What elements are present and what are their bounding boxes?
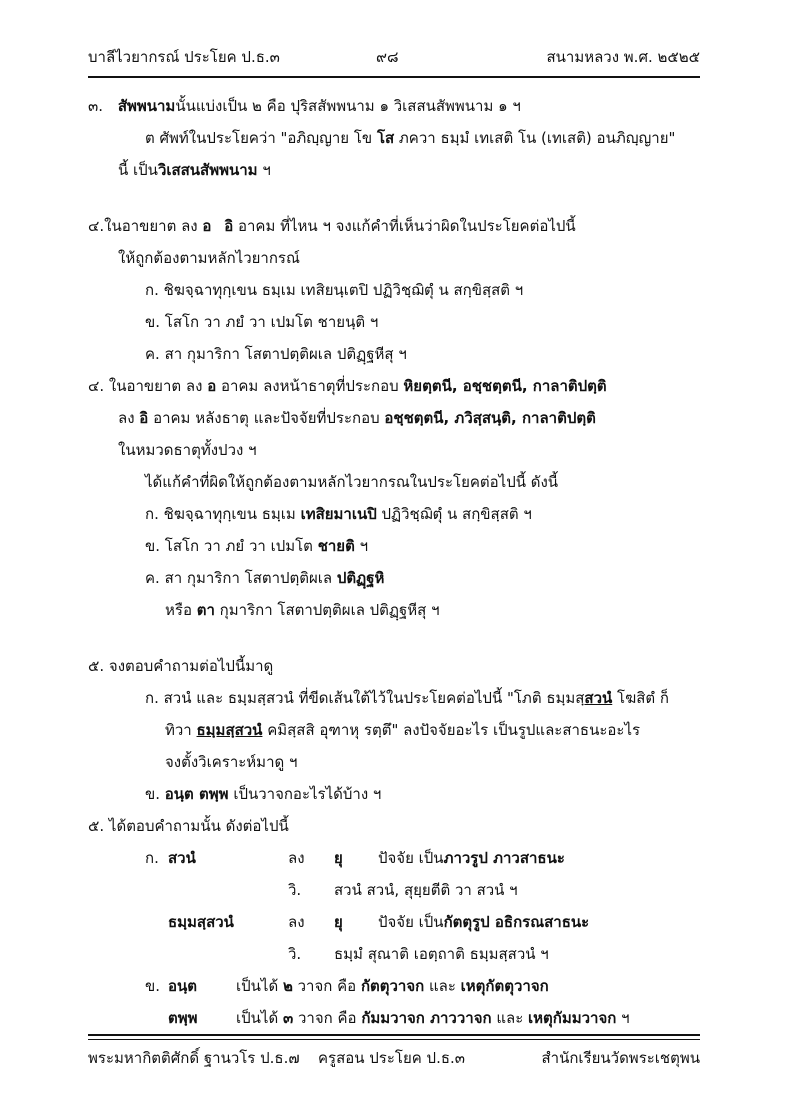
s3-text: นั้นแบ่งเป็น ๒ คือ ปุริสสัพพนาม ๑ วิเสสนสัพพนาม ๑ ฯ — [175, 97, 521, 115]
a5-r3-word: ธมฺมสฺสวนํ — [168, 913, 234, 931]
a5-r1-key: ก. — [145, 849, 159, 867]
footer-rule-bottom — [88, 1039, 700, 1040]
a4-l1-a: ในอาขยาต ลง — [108, 377, 208, 395]
a4-l2-d: อชฺชตฺตนี, ภวิสฺสนฺติ, กาลาติปตฺติ — [384, 409, 596, 427]
a5-r6-desc — [236, 1006, 630, 1030]
a4-line-2 — [118, 406, 596, 430]
a4-l1-d: หิยตฺตนี, อชฺชตฺตนี, กาลาติปตฺติ — [403, 377, 607, 395]
a4-l2-b: อิ — [139, 409, 149, 427]
a5-r5-b: วาจก คือ — [292, 977, 361, 995]
a4-kho2-b: ปติฏฺฐหิ — [336, 569, 385, 587]
s3-quote-c: ภควา ธมฺมํ เทเสติ โน (เทเสติ) อนภิญฺญาย" — [394, 129, 676, 147]
q4-l1-c: อาคม ที่ไหน ฯ จงแก้คำที่เห็นว่าผิดในประโยคต่อไปนี้ — [233, 217, 576, 235]
q4-item-ka: ก. ชิฆจฺฉาทุกฺเขน ธมฺเม เทสิยนฺเตปิ ปฏิวิชฺฌิตุํ น สกฺขิสฺสติ ฯ — [145, 281, 524, 299]
q4-line-2: ให้ถูกต้องตามหลักไวยากรณ์ — [118, 249, 300, 267]
q5-ka1-underlined: สวนํ — [584, 689, 613, 707]
s3-l3-a: นี้ เป็น — [118, 161, 158, 179]
s3-number: ๓. — [88, 97, 104, 115]
page-header — [88, 42, 700, 72]
a5-r2-text: สวนํ สวนํ, สุยฺยตีติ วา สวนํ ฯ — [334, 881, 518, 899]
q5-ka2-a: ทิวา — [165, 721, 197, 739]
s3-l3-bold: วิเสสนสัพพนาม — [157, 161, 258, 179]
a4-item-kho — [145, 534, 368, 558]
a5-r4-vi: วิ. — [288, 945, 302, 963]
a5-r5-key: ข. — [145, 977, 161, 995]
q5-l1-a: จงตอบคำถามต่อไปนี้มาดู — [108, 657, 274, 675]
s3-quote-bold: โส — [376, 129, 395, 147]
a4-kho-b: ชายติ — [317, 537, 355, 555]
q4-l1-a: ในอาขยาต ลง — [104, 217, 203, 235]
a5-r1-desc-b: ภาวรูป ภาวสาธนะ — [443, 849, 565, 867]
a5-line-1 — [88, 814, 289, 838]
a4-kho-c: ฯ — [354, 537, 369, 555]
a5-r5-a: เป็นได้ — [236, 977, 283, 995]
a4-l2-a: ลง — [118, 409, 140, 427]
a4-kho2-a: ค. สา กุมาริกา โสตาปตฺติผเล — [145, 569, 337, 587]
a4-ka-c: ปฏิวิชฺฌิตุํ น สกฺขิสฺสติ ฯ — [376, 505, 532, 523]
q5-item-kho — [145, 782, 381, 806]
q5-item-ka-2 — [165, 718, 640, 742]
a5-r1-word: สวนํ — [168, 849, 196, 867]
q4-line-1 — [88, 214, 576, 238]
a5-r3-desc — [378, 910, 589, 934]
q4-item-kho: ข. โสโก วา ภยํ วา เปมโต ชายนฺติ ฯ — [145, 313, 379, 331]
a4-kho-a: ข. โสโก วา ภยํ วา เปมโต — [145, 537, 318, 555]
q5-line-1 — [88, 654, 273, 678]
q4-l1-b1: อ — [202, 217, 212, 235]
a5-r6-a: เป็นได้ — [236, 1009, 283, 1027]
a4-line-3: ในหมวดธาตุทั้งปวง ฯ — [118, 441, 257, 459]
s3-l3-c: ฯ — [257, 161, 271, 179]
a5-r3-desc-a: ปัจจัย เป็น — [378, 913, 444, 931]
footer-center: ครูสอน ประโยค ป.ธ.๓ — [318, 1049, 466, 1067]
a5-r2-vi: วิ. — [288, 881, 302, 899]
s3-quote-a: ต ศัพท์ในประโยคว่า "อภิญฺญาย โข — [145, 129, 377, 147]
a4-l1-c: อาคม ลงหน้าธาตุที่ประกอบ — [216, 377, 404, 395]
a5-r5-n: ๒ — [282, 977, 293, 995]
a4-line-4: ได้แก้คำที่ผิดให้ถูกต้องตามหลักไวยากรณในประโยคต่อไปนี้ ดังนี้ — [145, 473, 559, 491]
a5-r1-desc — [378, 846, 565, 870]
a5-number: ๕. — [88, 817, 105, 835]
a4-line-1 — [88, 374, 607, 398]
a4-or-b: ตา — [196, 601, 215, 619]
a5-r6-e: เหตุกัมมวาจก — [528, 1009, 617, 1027]
a5-r5-word: อนฺต — [168, 977, 198, 995]
s3-line-1 — [88, 94, 521, 118]
a5-r3-long: ลง — [288, 913, 305, 931]
a4-l1-b: อ — [207, 377, 217, 395]
header-rule — [88, 76, 700, 78]
a5-l1-a: ได้ตอบคำถามนั้น ดังต่อไปนี้ — [108, 817, 289, 835]
s3-line-2 — [145, 126, 675, 150]
a4-or-a: หรือ — [165, 601, 197, 619]
footer-right: สำนักเรียนวัดพระเชตุพน — [541, 1049, 700, 1067]
page-footer — [88, 1043, 700, 1073]
footer-rule-top — [88, 1034, 700, 1036]
q5-ka1-c: โฆสิตํ ก็ — [612, 689, 669, 707]
q4-l1-b2: อิ — [224, 217, 234, 235]
header-left: บาลีไวยากรณ์ ประโยค ป.ธ.๓ — [88, 48, 280, 66]
a5-r6-b: วาจก คือ — [293, 1009, 362, 1027]
header-page-number: ๙๘ — [376, 48, 399, 66]
a4-ka-b: เทสิยมาเนปิ — [300, 505, 377, 523]
q5-kho-c: เป็นวาจกอะไรได้บ้าง ฯ — [228, 785, 382, 803]
a5-r5-c: กัตตุวาจก — [360, 977, 425, 995]
a5-r6-c: กัมมวาจก ภาววาจก — [361, 1009, 492, 1027]
a5-r5-desc — [236, 974, 549, 998]
q5-ka2-underlined: ธมฺมสฺสวนํ — [196, 721, 263, 739]
s3-term: สัพพนาม — [117, 97, 176, 115]
q5-kho-a: ข. — [145, 785, 165, 803]
a5-r6-d: และ — [491, 1009, 529, 1027]
a4-l2-c: อาคม หลังธาตุ และปัจจัยที่ประกอบ — [148, 409, 385, 427]
q5-ka2-c: คมิสฺสสิ อุฑาหุ รตฺตึ" ลงปัจจัยอะไร เป็นรูปและสาธนะอะไร — [262, 721, 641, 739]
a5-r3-suffix: ยุ — [334, 913, 343, 931]
a4-ka-a: ก. ชิฆจฺฉาทุกฺเขน ธมฺเม — [145, 505, 301, 523]
a5-r6-word: ตพฺพ — [168, 1009, 198, 1027]
a5-r1-suffix: ยุ — [334, 849, 343, 867]
q5-number: ๕. — [88, 657, 105, 675]
q5-ka1-a: ก. สวนํ และ ธมฺมสฺสวนํ ที่ขีดเส้นใต้ไว้ในประโยคต่อไปนี้ "โภติ ธมฺมสฺ — [145, 689, 585, 707]
q5-kho-b: อนฺต ตพฺพ — [164, 785, 229, 803]
q5-item-ka-3: จงตั้งวิเคราะห์มาดู ฯ — [165, 753, 298, 771]
a5-r5-d: และ — [424, 977, 461, 995]
a5-r1-long: ลง — [288, 849, 305, 867]
q5-item-ka-1 — [145, 686, 669, 710]
footer-left: พระมหากิตติศักดิ์ ฐานวโร ป.ธ.๗ — [88, 1049, 300, 1067]
a5-r4-text: ธมฺมํ สุณาติ เอตฺถาติ ธมฺมสฺสวนํ ฯ — [334, 945, 549, 963]
a5-r5-e: เหตุกัตตุวาจก — [460, 977, 549, 995]
q4-item-kho2: ค. สา กุมาริกา โสตาปตฺติผเล ปติฏฺฐหีสุ ฯ — [145, 345, 407, 363]
q4-number: ๔. — [88, 217, 105, 235]
a5-r6-f: ฯ — [616, 1009, 630, 1027]
a4-item-or — [165, 598, 440, 622]
a4-or-c: กุมาริกา โสตาปตฺติผเล ปติฏฺฐหีสุ ฯ — [214, 601, 440, 619]
a5-r3-desc-b: กัตตุรูป อธิกรณสาธนะ — [443, 913, 590, 931]
a4-item-ka — [145, 502, 532, 526]
a5-r1-desc-a: ปัจจัย เป็น — [378, 849, 444, 867]
a4-item-kho2 — [145, 566, 384, 590]
header-right: สนามหลวง พ.ศ. ๒๕๒๕ — [546, 48, 700, 66]
a4-number: ๔. — [88, 377, 105, 395]
a5-r6-n: ๓ — [282, 1009, 294, 1027]
s3-line-3 — [118, 158, 271, 182]
